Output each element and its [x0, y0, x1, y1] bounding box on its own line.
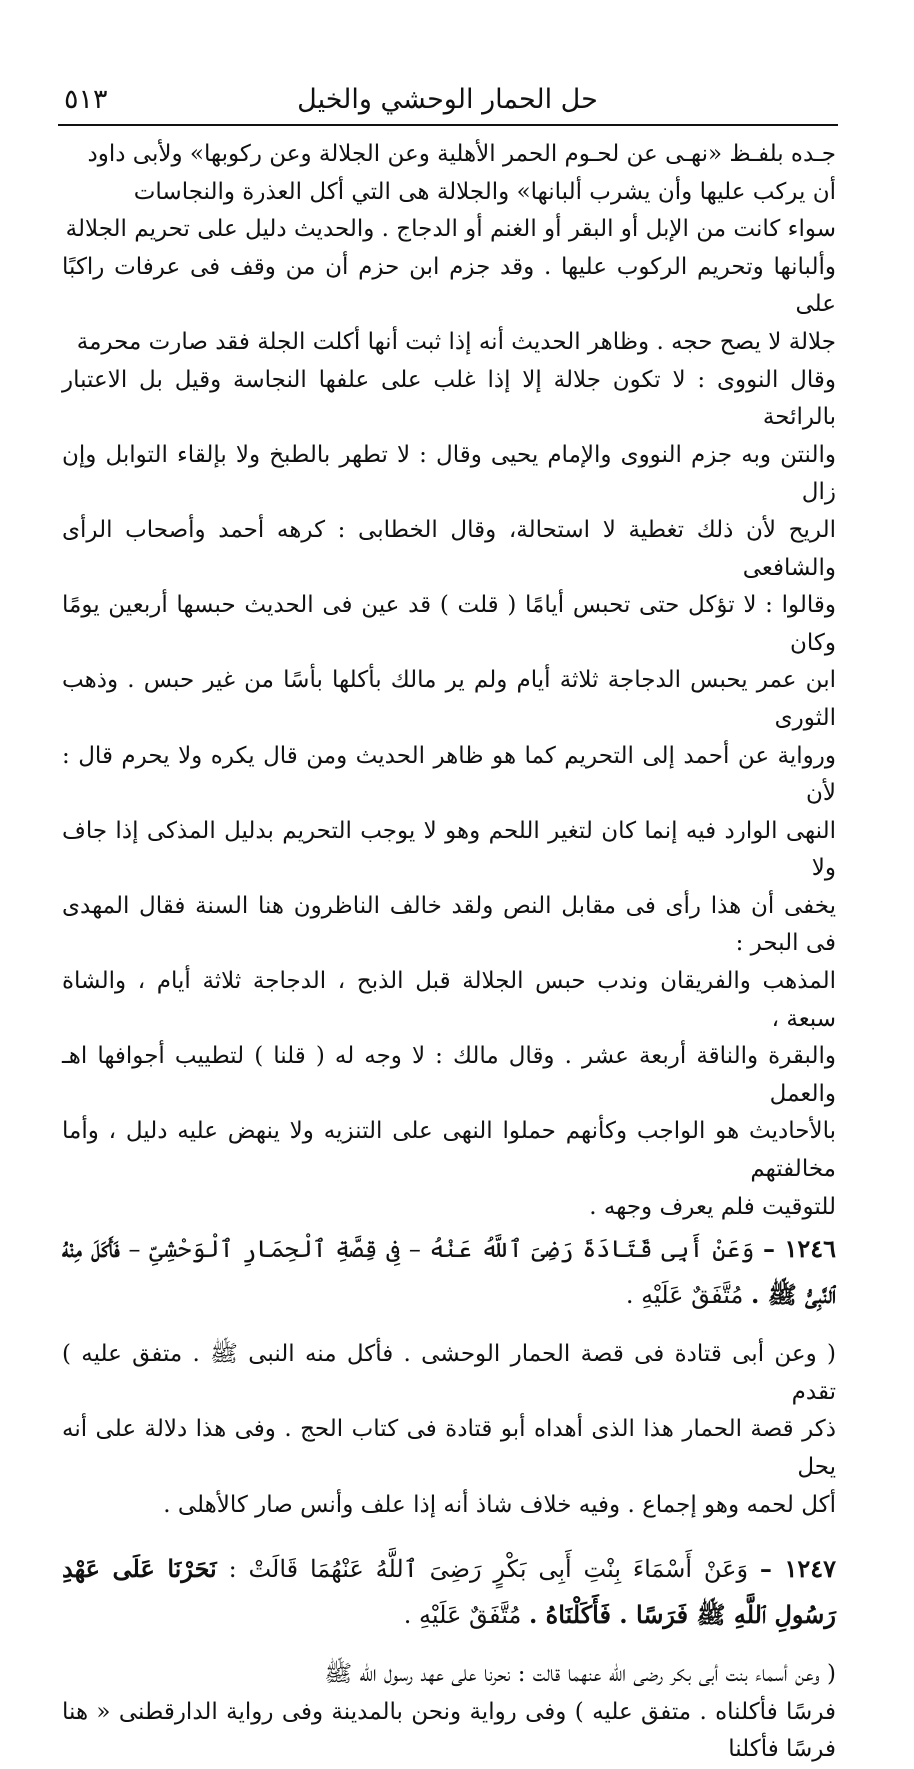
text-line: ( وعن أسماء بنت أبى بكر رضى الله عنهما قالت : نحرنا على عهد رسول الله ﷺ — [324, 1661, 836, 1688]
text-line: جـده بلفـظ «نهـى عن لحـوم الحمر الأهلية وعن الجلالة وعن ركوبها» ولأبى داود — [87, 141, 836, 167]
text-line: وقالوا : لا تؤكل حتى تحبس أيامًا ( قلت ) قد عين فى الحديث حبسها أربعين يومًا وكان — [62, 592, 836, 656]
text-line: سواء كانت من الإبل أو البقر أو الغنم أو الدجاج . والحديث دليل على تحريم الجلالة — [65, 216, 836, 243]
text-line: جلالة لا يصح حجه . وظاهر الحديث أنه إذا ثبت أنها أكلت الجلة فقد صارت محرمة — [76, 328, 836, 355]
text-line: وألبانها وتحريم الركوب عليها . وقد جزم ابن حزم أن من وقف فى عرفات راكبًا على — [62, 253, 836, 318]
commentary-block-2 — [62, 1336, 836, 1524]
hadith-matn: نَحَرْنَا عَلَى عَهْدِ رَسُولِ ٱللَّهِ ﷺ فَرَسًا . فَأَكَلْنَاهُ . — [62, 1554, 836, 1630]
text-line: أكل لحمه وهو إجماع . وفيه خلاف شاذ أنه إذا علف وأنس صار كالأهلى . — [163, 1491, 836, 1518]
text-line: ورواية عن أحمد إلى التحريم كما هو ظاهر الحديث ومن قال يكره ولا يحرم قال : لأن — [62, 742, 836, 807]
spacer — [62, 1318, 836, 1336]
commentary-block-1 — [62, 136, 836, 1226]
hadith-source: مُتَّفَقٌ عَلَيْهِ . — [403, 1601, 522, 1630]
text-line: للتوقيت فلم يعرف وجهه . — [589, 1193, 836, 1220]
header-rule — [58, 124, 838, 126]
spacer — [62, 1638, 836, 1656]
hadith-number: ١٢٤٧ – — [759, 1554, 837, 1584]
text-line: والبقرة والناقة أربعة عشر . وقال مالك : لا وجه له ( قلنا ) لتطييب أجوافها اهـ والعمل — [62, 1043, 836, 1107]
text-line: بالأحاديث هو الواجب وكأنهم حملوا النهى على التنزيه ولا ينهض عليه دليل ، وأما مخالفتهم — [62, 1118, 836, 1183]
hadith-1246 — [62, 1226, 836, 1318]
text-line: وقال النووى : لا تكون جلالة إلا إذا غلب على علفها النجاسة وقيل بل الاعتبار بالرائحة — [62, 366, 836, 431]
text-line: ابن عمر يحبس الدجاجة ثلاثة أيام ولم ير مالك بأكلها بأسًا من غير حبس . وذهب الثورى — [62, 667, 836, 731]
page-body — [62, 136, 836, 1769]
commentary-block-3 — [62, 1656, 836, 1769]
hadith-matn: فَأَكَلَ مِنْهُ ٱلنَّبِىُّ ﷺ . — [62, 1234, 836, 1310]
running-header — [60, 78, 835, 122]
text-line: فرسًا فأكلناه . متفق عليه ) وفى رواية ونحن بالمدينة وفى رواية الدارقطنى « هنا فرسًا فأكلنا — [62, 1698, 836, 1763]
chapter-title: حل الحمار الوحشي والخيل — [297, 84, 598, 115]
text-line: أن يركب عليها وأن يشرب ألبانها» والجلالة هى التي أكل العذرة والنجاسات — [133, 178, 836, 205]
text-line: النهى الوارد فيه إنما كان لتغير اللحم وهو لا يوجب التحريم بدليل المذكى إذا جاف ولا — [62, 817, 836, 882]
text-line: يخفى أن هذا رأى فى مقابل النص ولقد خالف الناظرون هنا السنة فقال المهدى فى البحر : — [62, 892, 836, 957]
hadith-source: مُتَّفَقٌ عَلَيْهِ . — [625, 1281, 744, 1310]
hadith-isnad: وَعَنْ أَسْمَاءَ بِنْتِ أَبِى بَكْرٍ رَضِىَ ٱللَّهُ عَنْهُمَا قَالَتْ : — [228, 1555, 749, 1584]
spacer — [62, 1524, 836, 1546]
text-line: المذهب والفريقان وندب حبس الجلالة قبل الذبح ، الدجاجة ثلاثة أيام ، والشاة سبعة ، — [62, 968, 836, 1032]
hadith-1247 — [62, 1546, 836, 1638]
text-line: الريح لأن ذلك تغطية لا استحالة، وقال الخطابى : كرهه أحمد وأصحاب الرأى والشافعى — [62, 516, 836, 581]
text-line: والنتن وبه جزم النووى والإمام يحيى وقال : لا تطهر بالطبخ ولا بإلقاء التوابل وإن زال — [62, 441, 836, 506]
text-line: ذكر قصة الحمار هذا الذى أهداه أبو قتادة فى كتاب الحج . وفى هذا دلالة على أنه يحل — [62, 1416, 836, 1480]
hadith-isnad: وَعَنْ أَبِى قَتَادَةَ رَضِىَ ٱللَّهُ عَنْهُ – فِى قِصَّةِ ٱلْحِمَارِ ٱلْوَحْشِىِّ – — [128, 1235, 755, 1264]
text-line: ( وعن أبى قتادة فى قصة الحمار الوحشى . فأكل منه النبى ﷺ . متفق عليه ) تقدم — [62, 1341, 836, 1405]
page-number: ٥١٣ — [64, 84, 108, 115]
hadith-number: ١٢٤٦ – — [763, 1234, 836, 1264]
